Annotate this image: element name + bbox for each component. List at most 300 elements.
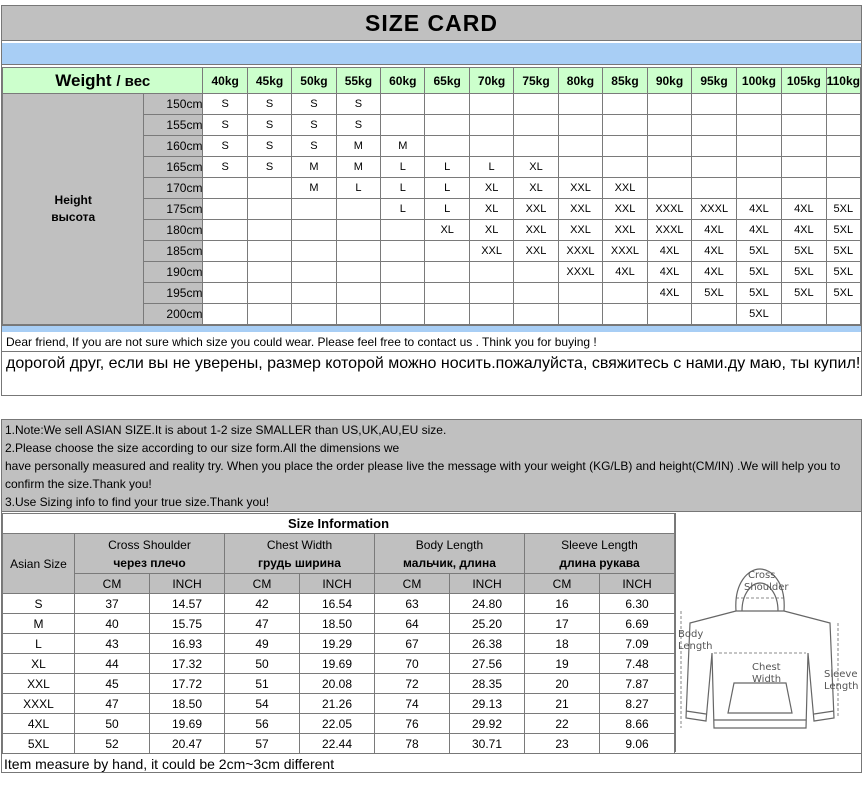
size-cell [425,262,469,283]
body-length-label-ru: мальчик, длина [403,555,496,570]
size-cell [336,262,380,283]
size-cell: S [247,94,291,115]
size-cell [247,199,291,220]
size-cell: M [292,178,336,199]
asian-size-header: Asian Size [3,534,75,594]
size-cell: 5XL [826,262,860,283]
body-length-diagram-label: Body [678,629,704,640]
size-cell: XXL [514,241,558,262]
size-cell [647,94,692,115]
note-line-1: 1.Note:We sell ASIAN SIZE.It is about 1-2 size SMALLER than US,UK,AU,EU size. [5,423,447,437]
size-info-size-cell: XXL [3,674,75,694]
size-cell [558,115,603,136]
size-cell [514,136,558,157]
unit-cm-header: CM [225,574,300,594]
size-cell [782,136,827,157]
size-cell [692,178,737,199]
size-cell [425,283,469,304]
size-info-value-cell: 51 [225,674,300,694]
size-info-value-cell: 14.57 [150,594,225,614]
size-info-value-cell: 72 [375,674,450,694]
size-cell: 4XL [692,241,737,262]
size-cell [381,304,425,325]
size-cell [203,283,247,304]
size-info-value-cell: 21.26 [300,694,375,714]
size-info-value-cell: 18 [525,634,600,654]
size-info-value-cell: 49 [225,634,300,654]
note-line-4: 3.Use Sizing info to find your true size.Thank you! [5,495,270,509]
size-cell [203,262,247,283]
size-info-value-cell: 8.27 [600,694,675,714]
size-cell: 4XL [736,220,781,241]
height-cell: 200cm [144,304,203,325]
size-info-value-cell: 57 [225,734,300,754]
size-info-value-cell: 78 [375,734,450,754]
size-cell [469,283,513,304]
size-cell: XXL [558,178,603,199]
weight-header-cell: 85kg [603,68,648,94]
size-cell: L [469,157,513,178]
size-cell: XL [469,199,513,220]
body-length-header [375,534,525,574]
size-cell [292,241,336,262]
size-cell [514,94,558,115]
size-info-value-cell: 6.69 [600,614,675,634]
size-cell: XL [514,178,558,199]
size-info-value-cell: 22.05 [300,714,375,734]
size-info-value-cell: 19.29 [300,634,375,654]
size-cell [826,94,860,115]
size-info-value-cell: 76 [375,714,450,734]
size-info-value-cell: 64 [375,614,450,634]
height-cell: 165cm [144,157,203,178]
size-cell: 4XL [782,220,827,241]
size-cell [336,283,380,304]
size-cell: L [381,178,425,199]
size-cell: S [203,94,247,115]
size-cell [603,304,648,325]
weight-header-row [3,68,861,94]
height-label [3,94,144,325]
weight-header-cell: 55kg [336,68,380,94]
size-cell: M [292,157,336,178]
size-chart-row [3,94,861,115]
size-cell [381,262,425,283]
size-info-size-cell: XL [3,654,75,674]
size-info-value-cell: 45 [75,674,150,694]
size-info-value-cell: 40 [75,614,150,634]
size-cell [247,241,291,262]
size-info-size-cell: S [3,594,75,614]
size-cell: XXL [603,220,648,241]
size-info-value-cell: 27.56 [450,654,525,674]
size-info-value-cell: 47 [225,614,300,634]
size-cell [425,115,469,136]
notice-english: Dear friend, If you are not sure which size you could wear. Please feel free to contact us . Think you for buying ! [2,333,861,352]
size-cell: 4XL [782,199,827,220]
size-cell [469,262,513,283]
size-cell: 4XL [647,262,692,283]
size-cell [336,199,380,220]
size-cell [558,94,603,115]
size-cell [603,115,648,136]
weight-header-cell: 95kg [692,68,737,94]
size-info-value-cell: 47 [75,694,150,714]
weight-header-cell: 100kg [736,68,781,94]
size-cell [336,220,380,241]
size-cell [381,115,425,136]
size-cell [736,115,781,136]
size-info-value-cell: 29.13 [450,694,525,714]
size-info-value-cell: 15.75 [150,614,225,634]
body-length-diagram-label-2: Length [678,641,713,652]
size-info-value-cell: 67 [375,634,450,654]
size-cell [782,178,827,199]
size-cell: L [336,178,380,199]
size-info-value-cell: 19.69 [300,654,375,674]
weight-label-ru: / вес [116,72,151,90]
notes-block [2,420,861,512]
measurement-footnote: Item measure by hand, it could be 2cm~3cm different [2,753,861,773]
size-cell: XXXL [603,241,648,262]
size-cell [292,262,336,283]
chest-width-label-ru: грудь ширина [258,555,341,570]
size-info-value-cell: 20 [525,674,600,694]
size-cell: 5XL [736,262,781,283]
size-cell [247,283,291,304]
size-info-value-cell: 16.54 [300,594,375,614]
size-info-value-cell: 22 [525,714,600,734]
unit-inch-header: INCH [300,574,375,594]
weight-header-cell: 110kg [826,68,860,94]
size-info-value-cell: 7.87 [600,674,675,694]
size-info-size-cell: M [3,614,75,634]
size-cell [692,94,737,115]
size-info-size-cell: L [3,634,75,654]
size-cell: XL [514,157,558,178]
note-line-3: have personally measured and reality try. When you place the order please live the message with your weight (KG/LB) and height(CM/IN) .We will help you to confirm the size.Thank you! [5,459,841,491]
size-cell [692,136,737,157]
size-cell [247,304,291,325]
weight-label-text: Weight [55,70,112,90]
size-info-value-cell: 16.93 [150,634,225,654]
measurement-diagram [675,513,861,752]
size-cell [247,262,291,283]
size-info-value-cell: 18.50 [300,614,375,634]
size-cell [647,115,692,136]
height-cell: 155cm [144,115,203,136]
size-cell: 5XL [782,241,827,262]
size-cell [336,304,380,325]
size-cell: L [381,199,425,220]
sleeve-length-label: Sleeve Length [561,537,638,552]
size-cell: 5XL [826,199,860,220]
size-info-card [1,419,862,773]
size-cell: 5XL [736,304,781,325]
size-info-value-cell: 19 [525,654,600,674]
size-cell: 5XL [782,262,827,283]
size-info-value-cell: 16 [525,594,600,614]
size-cell: S [203,136,247,157]
size-cell [514,283,558,304]
weight-label [3,68,203,94]
size-cell: XXXL [647,220,692,241]
size-cell: XXL [603,178,648,199]
size-cell: 4XL [692,262,737,283]
weight-header-cell: 75kg [514,68,558,94]
size-info-row [3,594,675,614]
size-cell: S [203,115,247,136]
height-cell: 150cm [144,94,203,115]
sleeve-length-diagram-label-2: Length [824,681,859,692]
size-cell [292,283,336,304]
size-info-size-cell: 5XL [3,734,75,754]
size-cell: 4XL [603,262,648,283]
height-cell: 175cm [144,199,203,220]
size-info-value-cell: 50 [75,714,150,734]
height-label-text: Height [54,193,92,207]
height-label-ru: высота [51,210,96,224]
size-info-value-cell: 17.72 [150,674,225,694]
size-cell [381,220,425,241]
size-cell [558,283,603,304]
size-cell: XXXL [558,262,603,283]
size-info-value-cell: 9.06 [600,734,675,754]
size-cell: 5XL [692,283,737,304]
size-cell [647,304,692,325]
size-cell [736,178,781,199]
note-line-2: 2.Please choose the size according to our size form.All the dimensions we [5,441,400,455]
size-cell [782,94,827,115]
blue-divider [2,43,861,65]
size-cell: S [292,94,336,115]
size-info-value-cell: 7.48 [600,654,675,674]
size-cell [558,304,603,325]
weight-header-cell: 105kg [782,68,827,94]
height-cell: 190cm [144,262,203,283]
size-cell [425,304,469,325]
size-cell [603,283,648,304]
size-cell: S [247,136,291,157]
size-cell [514,304,558,325]
size-cell [558,136,603,157]
size-info-row [3,714,675,734]
size-info-value-cell: 37 [75,594,150,614]
size-cell [203,304,247,325]
size-cell: 4XL [736,199,781,220]
size-cell: 5XL [826,241,860,262]
size-cell: L [425,157,469,178]
size-cell [826,304,860,325]
unit-inch-header: INCH [600,574,675,594]
size-cell [826,157,860,178]
size-cell [425,241,469,262]
size-cell: M [336,157,380,178]
size-cell [425,136,469,157]
chest-width-header [225,534,375,574]
size-cell: XXL [514,220,558,241]
blue-divider-bottom [2,325,861,332]
size-info-value-cell: 17.32 [150,654,225,674]
size-cell: 4XL [647,283,692,304]
size-cell [603,157,648,178]
size-cell [736,136,781,157]
height-cell: 160cm [144,136,203,157]
size-info-value-cell: 19.69 [150,714,225,734]
size-cell: 4XL [647,241,692,262]
size-cell [425,94,469,115]
size-cell: S [336,94,380,115]
size-cell: S [292,136,336,157]
size-cell [469,94,513,115]
size-cell: XXXL [692,199,737,220]
size-info-row [3,734,675,754]
size-cell [692,304,737,325]
weight-header-cell: 90kg [647,68,692,94]
size-cell [292,199,336,220]
size-chart-table [2,67,861,325]
size-cell: XXXL [558,241,603,262]
size-info-value-cell: 18.50 [150,694,225,714]
size-cell [381,241,425,262]
size-cell [782,157,827,178]
sleeve-length-header [525,534,675,574]
size-cell: XXL [514,199,558,220]
size-cell [469,115,513,136]
size-cell [647,178,692,199]
weight-header-cell: 50kg [292,68,336,94]
size-cell [782,115,827,136]
size-cell: 5XL [736,283,781,304]
size-info-row [3,654,675,674]
size-info-value-cell: 63 [375,594,450,614]
size-cell: XXXL [647,199,692,220]
size-cell [469,304,513,325]
size-cell [782,304,827,325]
height-cell: 195cm [144,283,203,304]
unit-inch-header: INCH [150,574,225,594]
size-cell: L [381,157,425,178]
size-info-size-cell: XXXL [3,694,75,714]
size-cell [381,283,425,304]
size-cell [292,304,336,325]
size-cell: M [336,136,380,157]
size-cell: 5XL [826,220,860,241]
size-info-value-cell: 8.66 [600,714,675,734]
size-cell: S [247,115,291,136]
cross-shoulder-label-ru: через плечо [113,555,186,570]
cross-shoulder-diagram-label-2: Shoulder [744,582,789,593]
size-cell [826,178,860,199]
size-cell [381,94,425,115]
sleeve-length-diagram-label: Sleeve [824,669,858,680]
size-cell [603,136,648,157]
size-cell [247,178,291,199]
size-info-row [3,694,675,714]
size-cell [514,115,558,136]
size-cell [469,136,513,157]
size-cell [203,241,247,262]
size-info-value-cell: 70 [375,654,450,674]
size-card [1,5,862,396]
size-information-table [2,513,675,754]
size-info-row [3,614,675,634]
size-info-value-cell: 26.38 [450,634,525,654]
size-info-value-cell: 29.92 [450,714,525,734]
size-info-value-cell: 44 [75,654,150,674]
sleeve-length-label-ru: длина рукава [559,555,640,570]
size-info-value-cell: 23 [525,734,600,754]
size-info-value-cell: 17 [525,614,600,634]
size-cell [647,157,692,178]
size-info-value-cell: 74 [375,694,450,714]
weight-header-cell: 40kg [203,68,247,94]
size-cell [247,220,291,241]
height-cell: 170cm [144,178,203,199]
size-info-value-cell: 6.30 [600,594,675,614]
size-cell [736,94,781,115]
weight-header-cell: 65kg [425,68,469,94]
size-info-value-cell: 24.80 [450,594,525,614]
sweater-outline-image [676,513,862,752]
weight-header-cell: 80kg [558,68,603,94]
size-cell: S [247,157,291,178]
size-cell: XXL [558,199,603,220]
size-info-value-cell: 52 [75,734,150,754]
size-info-value-cell: 28.35 [450,674,525,694]
size-cell [826,115,860,136]
size-info-value-cell: 30.71 [450,734,525,754]
size-cell: 4XL [692,220,737,241]
size-cell [692,157,737,178]
size-cell: XL [469,220,513,241]
size-cell: S [203,157,247,178]
height-cell: 180cm [144,220,203,241]
size-info-size-cell: 4XL [3,714,75,734]
size-cell [203,199,247,220]
size-info-value-cell: 21 [525,694,600,714]
size-cell: 5XL [826,283,860,304]
size-cell: 5XL [736,241,781,262]
size-info-row [3,674,675,694]
unit-cm-header: CM [375,574,450,594]
size-cell: XXL [603,199,648,220]
size-cell [558,157,603,178]
chest-width-label: Chest Width [266,537,333,552]
size-info-value-cell: 54 [225,694,300,714]
weight-header-cell: 45kg [247,68,291,94]
size-cell: 5XL [782,283,827,304]
size-info-value-cell: 25.20 [450,614,525,634]
size-info-value-cell: 7.09 [600,634,675,654]
size-cell: S [292,115,336,136]
body-length-label: Body Length [415,537,484,552]
unit-cm-header: CM [525,574,600,594]
unit-inch-header: INCH [450,574,525,594]
size-cell: XXL [558,220,603,241]
unit-cm-header: CM [75,574,150,594]
size-cell: L [425,178,469,199]
weight-header-cell: 60kg [381,68,425,94]
size-information-title: Size Information [3,514,675,534]
size-cell [203,220,247,241]
size-info-value-cell: 20.47 [150,734,225,754]
size-cell [292,220,336,241]
size-info-value-cell: 56 [225,714,300,734]
size-card-title: SIZE CARD [2,6,861,41]
size-info-value-cell: 43 [75,634,150,654]
size-cell: XL [469,178,513,199]
